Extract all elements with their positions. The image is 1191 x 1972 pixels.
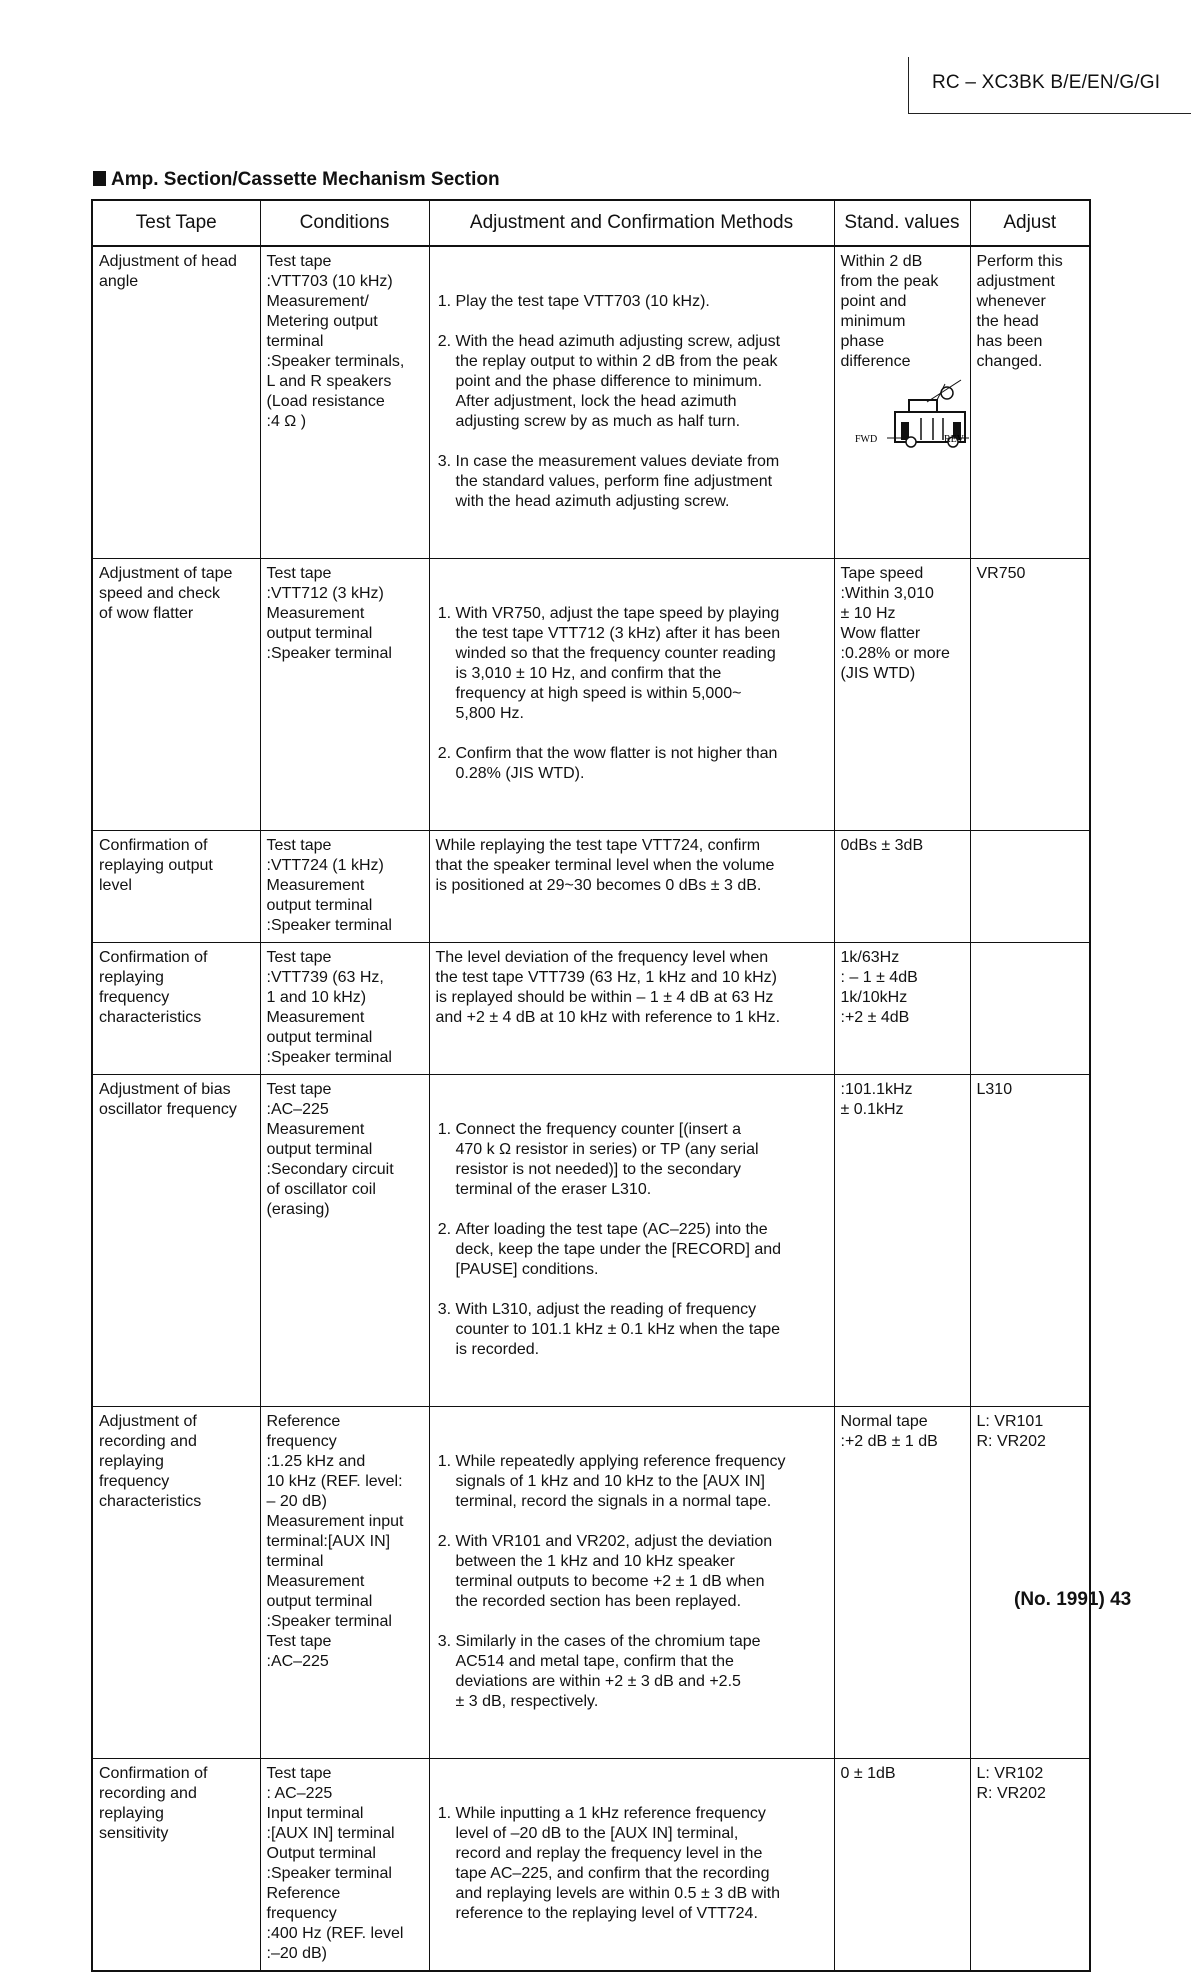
col-header-conditions: Conditions [260,200,429,246]
table-row [92,559,1090,831]
method-steps [436,1784,830,1944]
cell-method [429,1759,834,1972]
cell-adjust: L: VR102 R: VR202 [970,1759,1090,1972]
cell-adjust: Perform this adjustment whenever the head has been changed. [970,246,1090,559]
method-step: 1. While inputting a 1 kHz reference frequency level of –20 dB to the [AUX IN] terminal, record and replay the frequency level in the tape AC–225, and confirm that the recording and replaying levels are within 0.5 ± 3 dB with reference to the replaying level of VTT724. [456,1804,830,1924]
section-title-text: Amp. Section/Cassette Mechanism Section [111,169,500,190]
method-step: 2. With the head azimuth adjusting screw, adjust the replay output to within 2 dB from the peak point and the phase difference to minimum. After adjustment, lock the head azimuth adjusting screw by as much as half turn. [456,332,830,432]
col-header-methods: Adjustment and Confirmation Methods [429,200,834,246]
page-number: (No. 1991) 43 [1014,1589,1132,1610]
head-azimuth-figure [841,378,969,452]
table-row [92,831,1090,943]
table-row [92,1407,1090,1759]
method-step: 2. After loading the test tape (AC–225) into the deck, keep the tape under the [RECORD] and [PAUSE] conditions. [456,1220,830,1280]
cell-method: While replaying the test tape VTT724, confirm that the speaker terminal level when the volume is positioned at 29~30 becomes 0 dBs ± 3 dB. [429,831,834,943]
cell-method [429,246,834,559]
method-steps [436,584,830,804]
method-step: 1. While repeatedly applying reference frequency signals of 1 kHz and 10 kHz to the [AUX IN] terminal, record the signals in a normal tape. [456,1452,830,1512]
method-step: 2. With VR101 and VR202, adjust the deviation between the 1 kHz and 10 kHz speaker terminal outputs to become +2 ± 1 dB when the recorded section has been replayed. [456,1532,830,1612]
cell-test-tape: Adjustment of recording and replaying frequency characteristics [92,1407,260,1759]
table-row [92,943,1090,1075]
cell-stand-values [834,246,970,559]
col-header-stand-values: Stand. values [834,200,970,246]
cell-conditions: Test tape :AC–225 Measurement output terminal :Secondary circuit of oscillator coil (erasing) [260,1075,429,1407]
header-rule-horizontal [908,113,1191,114]
cell-method: The level deviation of the frequency level when the test tape VTT739 (63 Hz, 1 kHz and 10 kHz) is replayed should be within – 1 ± 4 dB at 63 Hz and +2 ± 4 dB at 10 kHz with reference to 1 kHz. [429,943,834,1075]
rev-label: REV [943,434,964,445]
cell-test-tape: Confirmation of replaying output level [92,831,260,943]
cell-conditions: Reference frequency :1.25 kHz and 10 kHz (REF. level: – 20 dB) Measurement input terminal:[AUX IN] terminal Measurement output terminal :Speaker terminal Test tape :AC–225 [260,1407,429,1759]
table-row [92,246,1090,559]
cell-stand-values: 0 ± 1dB [834,1759,970,1972]
table-row [92,1759,1090,1972]
fwd-label: FWD [854,434,877,445]
section-title [93,169,500,191]
method-step: 3. With L310, adjust the reading of frequency counter to 101.1 kHz ± 0.1 kHz when the tape is recorded. [456,1300,830,1360]
cell-stand-values: Normal tape :+2 dB ± 1 dB [834,1407,970,1759]
header-rule-vertical [908,57,909,114]
cell-method [429,1407,834,1759]
method-step: 1. With VR750, adjust the tape speed by playing the test tape VTT712 (3 kHz) after it has been winded so that the frequency counter reading is 3,010 ± 10 Hz, and confirm that the frequency at high speed is within 5,000~ 5,800 Hz. [456,604,830,724]
cell-method [429,1075,834,1407]
cell-conditions: Test tape :VTT739 (63 Hz, 1 and 10 kHz) Measurement output terminal :Speaker terminal [260,943,429,1075]
cell-adjust [970,943,1090,1075]
adjustment-table [91,199,1091,1972]
method-step: 3. In case the measurement values deviate from the standard values, perform fine adjustment with the head azimuth adjusting screw. [456,452,830,512]
method-step: 3. Similarly in the cases of the chromium tape AC514 and metal tape, confirm that the deviations are within +2 ± 3 dB and +2.5 ± 3 dB, respectively. [456,1632,830,1712]
cell-stand-values: :101.1kHz ± 0.1kHz [834,1075,970,1407]
cell-stand-values: Tape speed :Within 3,010 ± 10 Hz Wow flatter :0.28% or more (JIS WTD) [834,559,970,831]
cell-stand-values: 1k/63Hz : – 1 ± 4dB 1k/10kHz :+2 ± 4dB [834,943,970,1075]
cell-test-tape: Adjustment of tape speed and check of wow flatter [92,559,260,831]
square-bullet-icon [93,171,106,186]
method-step: 1. Play the test tape VTT703 (10 kHz). [456,292,830,312]
cell-test-tape: Adjustment of head angle [92,246,260,559]
cell-method [429,559,834,831]
cell-adjust: L: VR101 R: VR202 [970,1407,1090,1759]
col-header-adjust: Adjust [970,200,1090,246]
table-row [92,1075,1090,1407]
col-header-test-tape: Test Tape [92,200,260,246]
table-header-row [92,200,1090,246]
cell-conditions: Test tape :VTT724 (1 kHz) Measurement output terminal :Speaker terminal [260,831,429,943]
cell-test-tape: Confirmation of recording and replaying sensitivity [92,1759,260,1972]
method-step: 1. Connect the frequency counter [(insert a 470 k Ω resistor in series) or TP (any serial resistor is not needed)] to the secondary terminal of the eraser L310. [456,1120,830,1200]
cell-adjust [970,831,1090,943]
cell-stand-values: 0dBs ± 3dB [834,831,970,943]
cell-conditions: Test tape :VTT712 (3 kHz) Measurement output terminal :Speaker terminal [260,559,429,831]
cell-adjust: VR750 [970,559,1090,831]
cell-conditions: Test tape : AC–225 Input terminal :[AUX IN] terminal Output terminal :Speaker terminal Reference frequency :400 Hz (REF. level :–20 dB) [260,1759,429,1972]
cell-test-tape: Confirmation of replaying frequency characteristics [92,943,260,1075]
method-step: 2. Confirm that the wow flatter is not higher than 0.28% (JIS WTD). [456,744,830,784]
method-steps [436,1100,830,1380]
cell-test-tape: Adjustment of bias oscillator frequency [92,1075,260,1407]
model-number: RC – XC3BK B/E/EN/G/GI [932,72,1161,93]
stand-values-text: Within 2 dB from the peak point and minimum phase difference [840,253,939,370]
method-steps [436,272,830,532]
cell-adjust: L310 [970,1075,1090,1407]
cell-conditions: Test tape :VTT703 (10 kHz) Measurement/ Metering output terminal :Speaker terminals, L and R speakers (Load resistance :4 Ω ) [260,246,429,559]
method-steps [436,1432,830,1732]
